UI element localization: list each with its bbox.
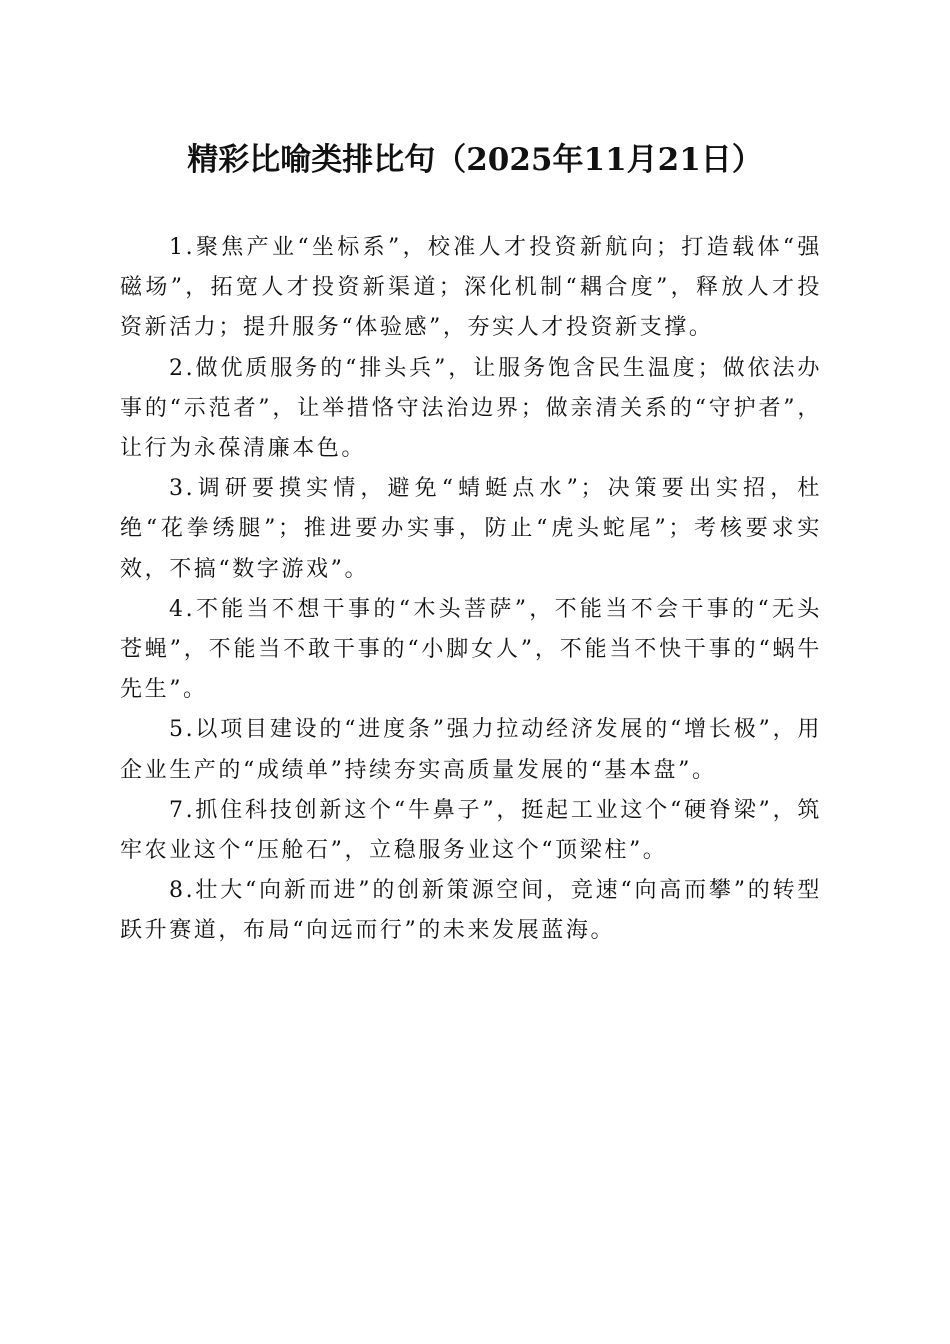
document-body	[120, 228, 822, 952]
paragraph-3: 3.调研要摸实情，避免“蜻蜓点水”；决策要出实招，杜绝“花拳绣腿”；推进要办实事，防止“虎头蛇尾”；考核要求实效，不搞“数字游戏”。	[120, 476, 822, 582]
paragraph-4: 4.不能当不想干事的“木头菩萨”，不能当不会干事的“无头苍蝇”，不能当不敢干事的“小脚女人”，不能当不快干事的“蜗牛先生”。	[120, 596, 822, 703]
paragraph-7: 7.抓住科技创新这个“牛鼻子”，挺起工业这个“硬脊梁”，筑牢农业这个“压舱石”，立稳服务业这个“顶梁柱”。	[120, 797, 822, 864]
paragraph-2: 2.做优质服务的“排头兵”，让服务饱含民生温度；做依法办事的“示范者”，让举措恪守法治边界；做亲清关系的“守护者”，让行为永葆清廉本色。	[120, 355, 822, 462]
paragraph-8: 8.壮大“向新而进”的创新策源空间，竞速“向高而攀”的转型跃升赛道，布局“向远而行”的未来发展蓝海。	[120, 878, 822, 944]
document-title: 精彩比喻类排比句（2025年11月21日）	[187, 142, 763, 178]
paragraph-1: 1.聚焦产业“坐标系”，校准人才投资新航向；打造载体“强磁场”，拓宽人才投资新渠道；深化机制“耦合度”，释放人才投资新活力；提升服务“体验感”，夯实人才投资新支撑。	[120, 235, 822, 341]
paragraph-5: 5.以项目建设的“进度条”强力拉动经济发展的“增长极”，用企业生产的“成绩单”持续夯实高质量发展的“基本盘”。	[120, 717, 822, 783]
